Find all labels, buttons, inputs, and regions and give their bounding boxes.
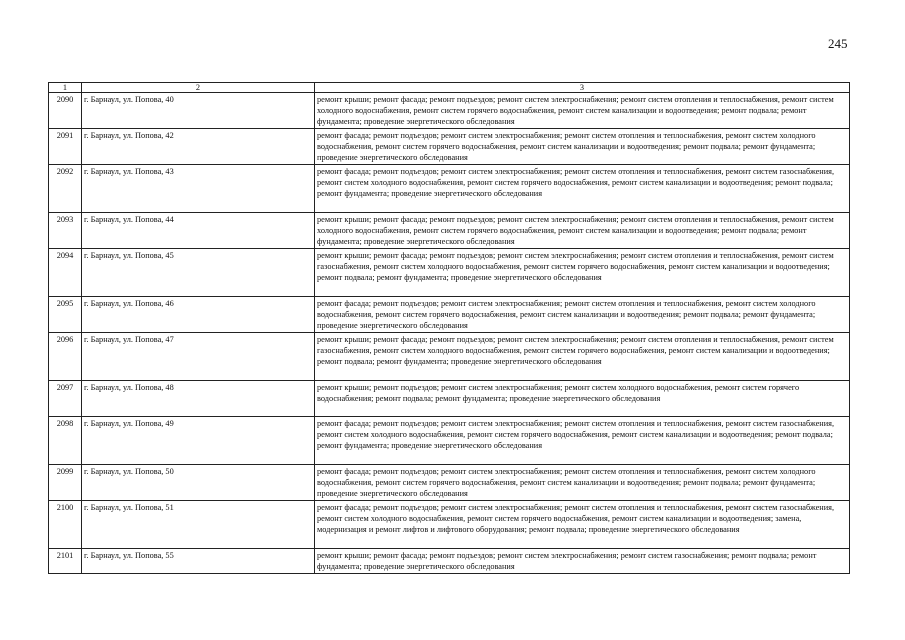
works-cell: ремонт крыши; ремонт фасада; ремонт подъездов; ремонт систем электроснабжения; ремонт систем газоснабжения; ремонт подвала; ремонт фундамента; проведение энергетического обследования bbox=[315, 549, 850, 574]
column-header-number: 1 bbox=[49, 83, 82, 93]
works-cell: ремонт крыши; ремонт фасада; ремонт подъездов; ремонт систем электроснабжения; ремонт систем отопления и теплоснабжения, ремонт систем холодного водоснабжения, ремонт систем горячего водоснабжения, ремонт систем канализации и водоотведения; ремонт подвала; ремонт фундамента; проведение энергетического обследования bbox=[315, 213, 850, 249]
table-row bbox=[49, 417, 850, 465]
works-cell: ремонт фасада; ремонт подъездов; ремонт систем электроснабжения; ремонт систем отопления и теплоснабжения, ремонт систем газоснабжения, ремонт систем холодного водоснабжения, ремонт систем горячего водоснабжения, ремонт систем канализации и водоотведения; замена, модернизация и ремонт лифтов и лифтового оборудования; ремонт подвала; проведение энергетического обследования bbox=[315, 501, 850, 549]
table-row bbox=[49, 465, 850, 501]
table-row bbox=[49, 129, 850, 165]
address-cell: г. Барнаул, ул. Попова, 45 bbox=[82, 249, 315, 297]
works-cell: ремонт фасада; ремонт подъездов; ремонт систем электроснабжения; ремонт систем отопления и теплоснабжения, ремонт систем холодного водоснабжения, ремонт систем горячего водоснабжения, ремонт систем канализации и водоотведения; ремонт подвала; ремонт фундамента; проведение энергетического обследования bbox=[315, 129, 850, 165]
address-cell: г. Барнаул, ул. Попова, 51 bbox=[82, 501, 315, 549]
address-cell: г. Барнаул, ул. Попова, 40 bbox=[82, 93, 315, 129]
table-row bbox=[49, 213, 850, 249]
page-number: 245 bbox=[828, 36, 848, 51]
works-cell: ремонт фасада; ремонт подъездов; ремонт систем электроснабжения; ремонт систем отопления и теплоснабжения, ремонт систем газоснабжения, ремонт систем холодного водоснабжения, ремонт систем горячего водоснабжения, ремонт систем канализации и водоотведения; ремонт подвала; ремонт фундамента; проведение энергетического обследования bbox=[315, 417, 850, 465]
address-cell: г. Барнаул, ул. Попова, 47 bbox=[82, 333, 315, 381]
row-number-cell: 2098 bbox=[49, 417, 82, 465]
column-header-address: 2 bbox=[82, 83, 315, 93]
address-cell: г. Барнаул, ул. Попова, 42 bbox=[82, 129, 315, 165]
address-cell: г. Барнаул, ул. Попова, 46 bbox=[82, 297, 315, 333]
table-row bbox=[49, 165, 850, 213]
row-number-cell: 2093 bbox=[49, 213, 82, 249]
works-cell: ремонт крыши; ремонт фасада; ремонт подъездов; ремонт систем электроснабжения; ремонт систем отопления и теплоснабжения, ремонт систем холодного водоснабжения, ремонт систем горячего водоснабжения, ремонт систем канализации и водоотведения; ремонт подвала; ремонт фундамента; проведение энергетического обследования bbox=[315, 93, 850, 129]
row-number-cell: 2090 bbox=[49, 93, 82, 129]
address-cell: г. Барнаул, ул. Попова, 43 bbox=[82, 165, 315, 213]
address-cell: г. Барнаул, ул. Попова, 50 bbox=[82, 465, 315, 501]
table-row bbox=[49, 333, 850, 381]
table-header-row bbox=[49, 83, 850, 93]
table-row bbox=[49, 501, 850, 549]
works-cell: ремонт крыши; ремонт фасада; ремонт подъездов; ремонт систем электроснабжения; ремонт систем отопления и теплоснабжения, ремонт систем газоснабжения, ремонт систем холодного водоснабжения, ремонт систем горячего водоснабжения, ремонт систем канализации и водоотведения; ремонт подвала; ремонт фундамента; проведение энергетического обследования bbox=[315, 333, 850, 381]
row-number-cell: 2100 bbox=[49, 501, 82, 549]
repair-works-table bbox=[48, 82, 850, 574]
works-cell: ремонт крыши; ремонт подъездов; ремонт систем электроснабжения; ремонт систем холодного водоснабжения, ремонт систем горячего водоснабжения; ремонт подвала; ремонт фундамента; проведение энергетического обследования bbox=[315, 381, 850, 417]
row-number-cell: 2097 bbox=[49, 381, 82, 417]
works-cell: ремонт фасада; ремонт подъездов; ремонт систем электроснабжения; ремонт систем отопления и теплоснабжения, ремонт систем холодного водоснабжения, ремонт систем горячего водоснабжения, ремонт систем канализации и водоотведения; ремонт подвала; ремонт фундамента; проведение энергетического обследования bbox=[315, 297, 850, 333]
table-row bbox=[49, 549, 850, 574]
address-cell: г. Барнаул, ул. Попова, 44 bbox=[82, 213, 315, 249]
row-number-cell: 2099 bbox=[49, 465, 82, 501]
row-number-cell: 2101 bbox=[49, 549, 82, 574]
row-number-cell: 2094 bbox=[49, 249, 82, 297]
row-number-cell: 2092 bbox=[49, 165, 82, 213]
row-number-cell: 2091 bbox=[49, 129, 82, 165]
table-row bbox=[49, 249, 850, 297]
column-header-works: 3 bbox=[315, 83, 850, 93]
address-cell: г. Барнаул, ул. Попова, 55 bbox=[82, 549, 315, 574]
works-cell: ремонт крыши; ремонт фасада; ремонт подъездов; ремонт систем электроснабжения; ремонт систем отопления и теплоснабжения, ремонт систем газоснабжения, ремонт систем холодного водоснабжения, ремонт систем горячего водоснабжения, ремонт систем канализации и водоотведения; ремонт подвала; ремонт фундамента; проведение энергетического обследования bbox=[315, 249, 850, 297]
works-cell: ремонт фасада; ремонт подъездов; ремонт систем электроснабжения; ремонт систем отопления и теплоснабжения, ремонт систем холодного водоснабжения, ремонт систем горячего водоснабжения, ремонт систем канализации и водоотведения; ремонт подвала; ремонт фундамента; проведение энергетического обследования bbox=[315, 465, 850, 501]
row-number-cell: 2096 bbox=[49, 333, 82, 381]
row-number-cell: 2095 bbox=[49, 297, 82, 333]
works-cell: ремонт фасада; ремонт подъездов; ремонт систем электроснабжения; ремонт систем отопления и теплоснабжения, ремонт систем газоснабжения, ремонт систем холодного водоснабжения, ремонт систем горячего водоснабжения, ремонт систем канализации и водоотведения; ремонт подвала; ремонт фундамента; проведение энергетического обследования bbox=[315, 165, 850, 213]
address-cell: г. Барнаул, ул. Попова, 48 bbox=[82, 381, 315, 417]
table-row bbox=[49, 93, 850, 129]
table-row bbox=[49, 381, 850, 417]
address-cell: г. Барнаул, ул. Попова, 49 bbox=[82, 417, 315, 465]
table-row bbox=[49, 297, 850, 333]
